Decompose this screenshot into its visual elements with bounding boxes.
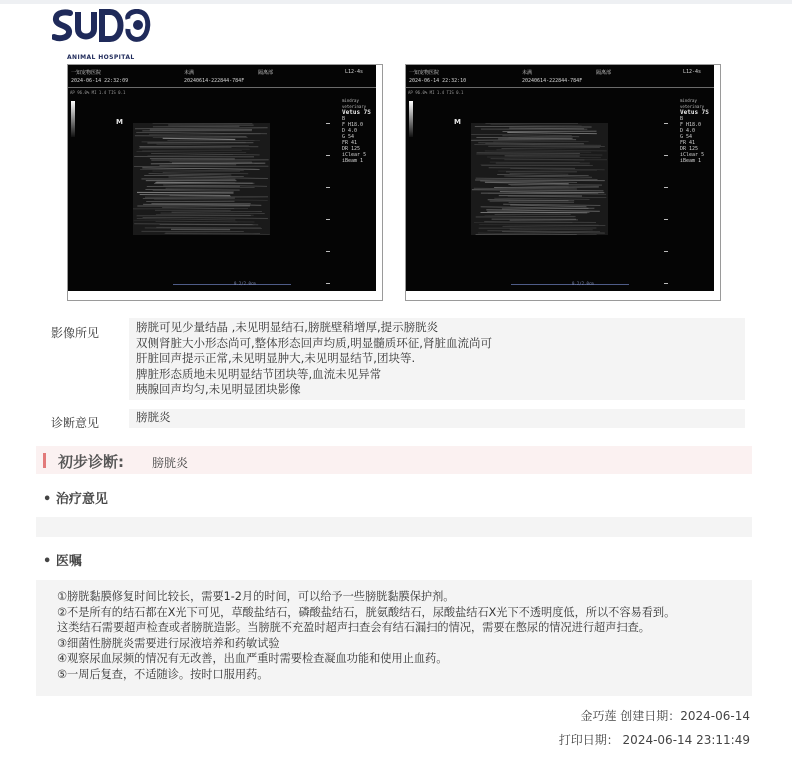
param: iBeam 1 bbox=[680, 158, 702, 164]
us-exam-id: 20240614-222844-784F bbox=[522, 78, 583, 84]
param: F H18.0 bbox=[342, 122, 364, 128]
param: iClear 5 bbox=[680, 152, 705, 158]
us-department: 隔离部 bbox=[258, 70, 274, 76]
us-parameters bbox=[680, 98, 714, 164]
param: D 4.0 bbox=[680, 128, 696, 134]
depth-scale bbox=[326, 123, 332, 288]
us-parameters bbox=[342, 98, 376, 164]
device-model: Vetus 7S bbox=[342, 109, 371, 116]
us-datetime: 2024-06-14 22:32:10 bbox=[409, 78, 467, 84]
us-scale-label: 0.2/2.0cm bbox=[234, 281, 256, 286]
mode-marker: M bbox=[116, 118, 123, 126]
us-datetime: 2024-06-14 22:32:09 bbox=[71, 78, 129, 84]
param: G 54 bbox=[680, 134, 693, 140]
findings-line: 双侧肾脏大小形态尚可,整体形态回声均质,明显髓质环征,肾脏血流尚可 bbox=[136, 335, 492, 350]
us-divider bbox=[68, 87, 376, 88]
us-scale-bar bbox=[511, 284, 629, 285]
param: D 4.0 bbox=[342, 128, 358, 134]
advice-line: 这类结石需要超声检查或者膀胱造影。当膀胱不充盈时超声扫查会有结石漏扫的情况，需要在憋尿的情况进行超声扫查。 bbox=[57, 621, 650, 634]
findings-label: 影像所见 bbox=[51, 326, 100, 340]
findings-box bbox=[129, 318, 745, 400]
device-model: Vetus 7S bbox=[680, 109, 709, 116]
top-border bbox=[0, 0, 792, 4]
ultrasound-scan-area bbox=[471, 123, 608, 235]
mode-label: B bbox=[680, 116, 684, 122]
preliminary-diagnosis-value: 膀胱炎 bbox=[152, 456, 189, 470]
mode-label: B bbox=[342, 116, 346, 122]
advice-line: ②不是所有的结石都在X光下可见，草酸盐结石，磷酸盐结石，胱氨酸结石，尿酸盐结石X光下不透明度低，所以不容易看到。 bbox=[57, 605, 676, 619]
param: DR 125 bbox=[680, 146, 699, 152]
us-scale-label: 0.2/2.0cm bbox=[572, 281, 594, 286]
param: G 54 bbox=[342, 134, 355, 140]
print-date: 打印日期： 2024-06-14 23:11:49 bbox=[558, 733, 750, 747]
us-exam-id: 20240614-222844-784F bbox=[184, 78, 245, 84]
advice-title: • 医嘱 bbox=[43, 554, 82, 569]
device-brand-sub: veterinary bbox=[680, 104, 705, 109]
device-brand: mindray bbox=[342, 98, 359, 103]
grayscale-bar bbox=[409, 101, 413, 137]
param: F H18.0 bbox=[680, 122, 702, 128]
sudo-logo-mark bbox=[52, 9, 152, 43]
us-scale-bar bbox=[173, 284, 291, 285]
us-tiny-header: AP 96.0% MI 1.4 TIS 0.1 bbox=[408, 90, 464, 95]
diagnosis-opinion-box bbox=[129, 409, 745, 428]
us-hospital: 一知宠物医院 bbox=[409, 70, 440, 76]
us-divider bbox=[406, 87, 714, 88]
us-patient-name: 未满 bbox=[184, 70, 195, 76]
findings-line: 膀胱可见少量结晶 ,未见明显结石,膀胱壁稍增厚,提示膀胱炎 bbox=[136, 320, 439, 334]
us-probe: L12-4s bbox=[345, 69, 364, 75]
diagnosis-opinion-label: 诊断意见 bbox=[51, 416, 100, 430]
device-brand: mindray bbox=[680, 98, 697, 103]
depth-scale bbox=[664, 123, 670, 288]
advice-line: ③细菌性膀胱炎需要进行尿液培养和药敏试验 bbox=[57, 636, 280, 650]
us-patient-name: 未满 bbox=[522, 70, 533, 76]
us-department: 隔离部 bbox=[596, 70, 612, 76]
ultrasound-screen bbox=[406, 65, 714, 291]
param: FR 41 bbox=[680, 140, 696, 146]
findings-line: 胰腺回声均匀,未见明显团块影像 bbox=[136, 382, 301, 396]
created-by-date: 金巧莲 创建日期：2024-06-14 bbox=[580, 709, 750, 723]
findings-line: 脾脏形态质地未见明显结节团块等,血流未见异常 bbox=[136, 366, 382, 381]
ultrasound-image-2 bbox=[405, 64, 721, 301]
param: DR 125 bbox=[342, 146, 361, 152]
advice-line: ④观察尿血尿频的情况有无改善，出血严重时需要检查凝血功能和使用止血药。 bbox=[57, 652, 448, 665]
ultrasound-image-1 bbox=[67, 64, 383, 301]
treatment-box bbox=[36, 517, 752, 537]
advice-line: ⑤一周后复查，不适随诊。按时口服用药。 bbox=[57, 667, 269, 681]
diagnosis-opinion-value: 膀胱炎 bbox=[136, 410, 171, 424]
grayscale-bar bbox=[71, 101, 75, 137]
findings-line: 肝脏回声提示正常,未见明显肿大,未见明显结节,团块等. bbox=[136, 351, 416, 365]
treatment-title: • 治疗意见 bbox=[43, 492, 108, 507]
accent-bar bbox=[43, 453, 46, 468]
us-hospital: 一知宠物医院 bbox=[71, 70, 102, 76]
param: FR 41 bbox=[342, 140, 358, 146]
param: iBeam 1 bbox=[342, 158, 364, 164]
us-probe: L12-4s bbox=[683, 69, 702, 75]
preliminary-diagnosis-title: 初步诊断: bbox=[58, 453, 124, 471]
ultrasound-screen bbox=[68, 65, 376, 291]
mode-marker: M bbox=[454, 118, 461, 126]
preliminary-diagnosis bbox=[36, 446, 752, 474]
device-brand-sub: veterinary bbox=[342, 104, 367, 109]
hospital-logo bbox=[52, 9, 152, 61]
advice-box bbox=[36, 580, 752, 696]
us-tiny-header: AP 96.0% MI 1.4 TIS 0.1 bbox=[70, 90, 126, 95]
advice-line: ①膀胱黏膜修复时间比较长，需要1-2月的时间，可以给予一些膀胱黏膜保护剂。 bbox=[57, 590, 455, 603]
logo-subtitle: ANIMAL HOSPITAL bbox=[67, 54, 135, 61]
ultrasound-scan-area bbox=[133, 123, 270, 235]
param: iClear 5 bbox=[342, 152, 367, 158]
